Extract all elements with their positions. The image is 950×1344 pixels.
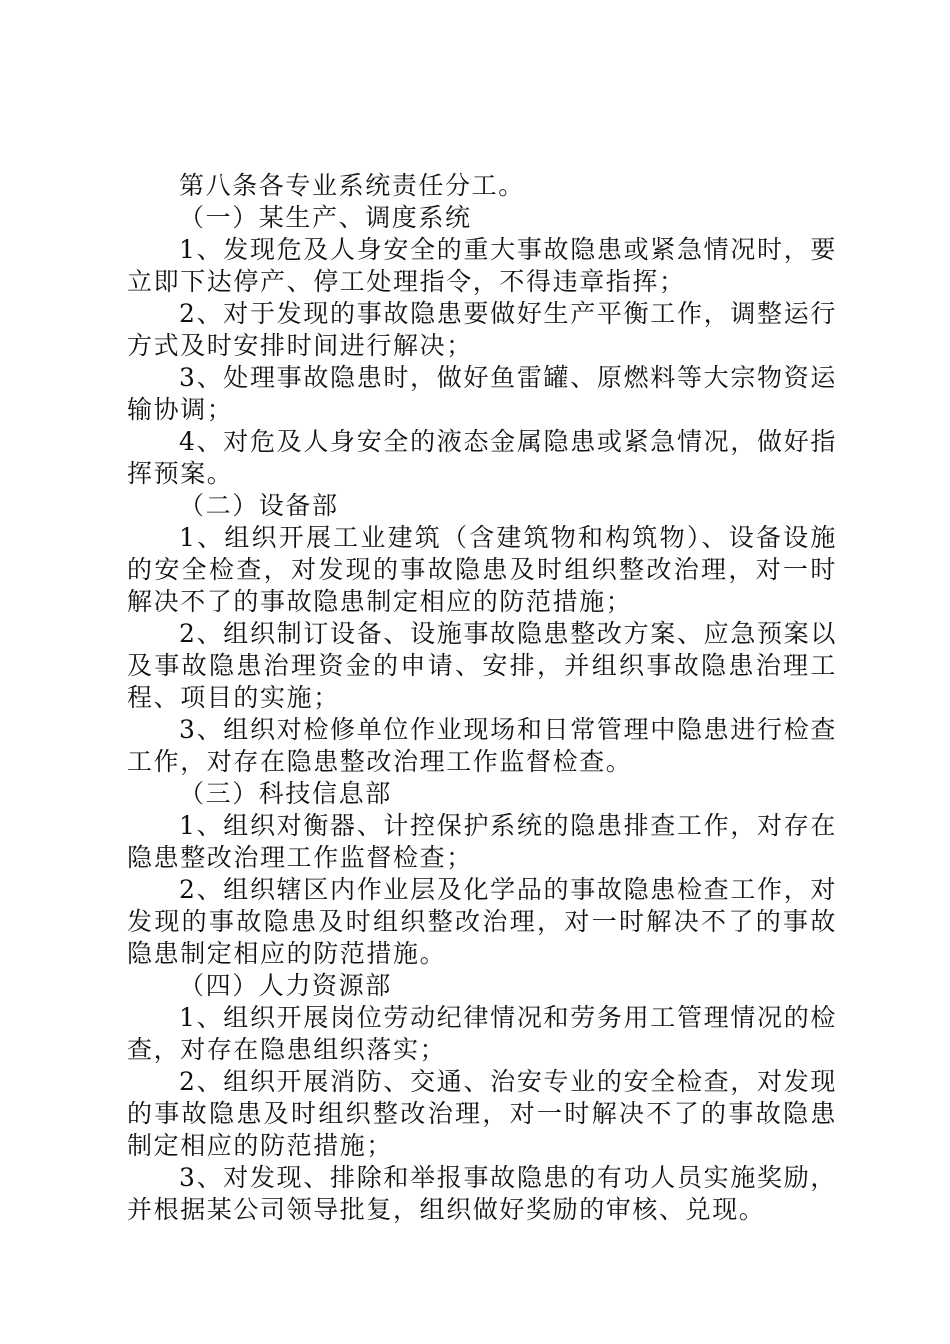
list-item: 1、组织开展工业建筑（含建筑物和构筑物）、设备设施的安全检查，对发现的事故隐患及时组织整改治理，对一时解决不了的事故隐患制定相应的防范措施； — [127, 523, 837, 616]
list-item: 4、对危及人身安全的液态金属隐患或紧急情况，做好指挥预案。 — [127, 427, 837, 488]
section-heading-hr: （四）人力资源部 — [179, 971, 392, 1000]
list-item: 3、对发现、排除和举报事故隐患的有功人员实施奖励，并根据某公司领导批复，组织做好奖励的审核、兑现。 — [127, 1163, 837, 1224]
document-body — [127, 170, 837, 1226]
section-heading-production: （一）某生产、调度系统 — [179, 203, 472, 232]
section-heading-equipment: （二）设备部 — [179, 491, 339, 520]
list-item: 1、发现危及人身安全的重大事故隐患或紧急情况时，要立即下达停产、停工处理指令，不得违章指挥； — [127, 235, 837, 296]
list-item: 3、组织对检修单位作业现场和日常管理中隐患进行检查工作，对存在隐患整改治理工作监督检查。 — [127, 715, 837, 776]
article-heading: 第八条各专业系统责任分工。 — [179, 171, 525, 200]
list-item: 2、组织制订设备、设施事故隐患整改方案、应急预案以及事故隐患治理资金的申请、安排，并组织事故隐患治理工程、项目的实施； — [127, 619, 837, 712]
section-heading-tech-info: （三）科技信息部 — [179, 779, 392, 808]
list-item: 3、处理事故隐患时，做好鱼雷罐、原燃料等大宗物资运输协调； — [127, 363, 837, 424]
list-item: 1、组织开展岗位劳动纪律情况和劳务用工管理情况的检查，对存在隐患组织落实； — [127, 1003, 837, 1064]
list-item: 2、组织辖区内作业层及化学品的事故隐患检查工作，对发现的事故隐患及时组织整改治理，对一时解决不了的事故隐患制定相应的防范措施。 — [127, 875, 837, 968]
list-item: 2、对于发现的事故隐患要做好生产平衡工作，调整运行方式及时安排时间进行解决； — [127, 299, 837, 360]
list-item: 2、组织开展消防、交通、治安专业的安全检查，对发现的事故隐患及时组织整改治理，对一时解决不了的事故隐患制定相应的防范措施； — [127, 1067, 837, 1160]
list-item: 1、组织对衡器、计控保护系统的隐患排查工作，对存在隐患整改治理工作监督检查； — [127, 811, 837, 872]
